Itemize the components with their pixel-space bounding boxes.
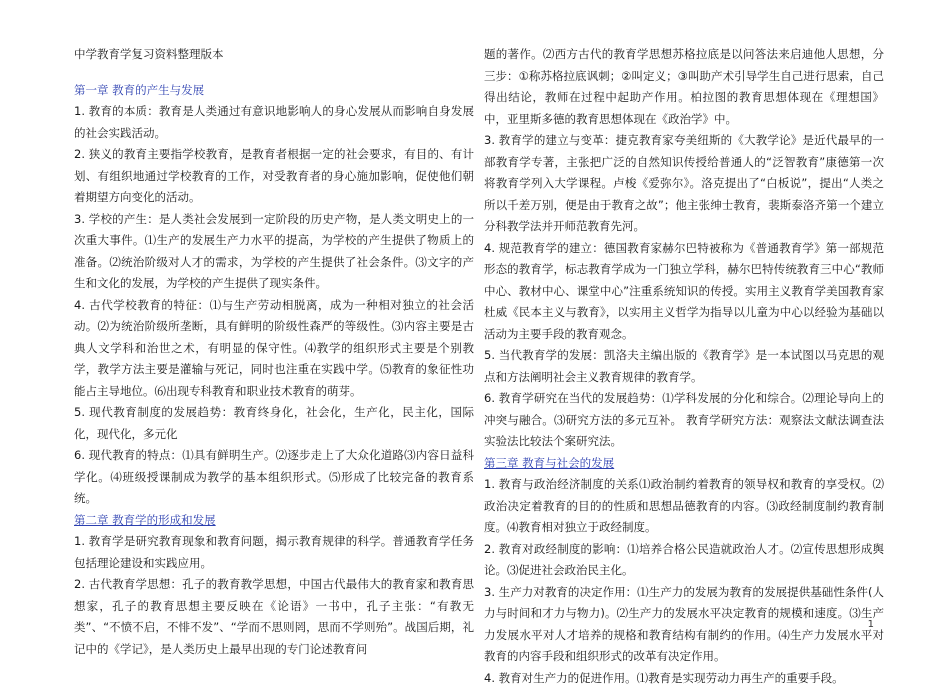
chapter-heading: 第一章 教育的产生与发展 <box>74 80 474 102</box>
document-title: 中学教育学复习资料整理版本 <box>74 44 474 66</box>
paragraph: 1. 教育的本质：教育是人类通过有意识地影响人的身心发展从而影响自身发展的社会实践活动。 <box>74 101 474 144</box>
right-column <box>484 44 884 689</box>
paragraph: 1. 教育与政治经济制度的关系⑴政治制约着教育的领导权和教育的享受权。⑵政治决定着教育的目的的性质和思想品德教育的内容。⑶政经制度制约教育制度。⑷教育相对独立于政经制度。 <box>484 474 884 539</box>
paragraph: 3. 学校的产生：是人类社会发展到一定阶段的历史产物，是人类文明史上的一次重大事件。⑴生产的发展生产力水平的提高，为学校的产生提供了物质上的准备。⑵统治阶级对人才的需求，为学校的产生提供了社会条件。⑶文字的产生和文化的发展，为学校的产生提供了现实条件。 <box>74 209 474 295</box>
paragraph: 5. 现代教育制度的发展趋势：教育终身化，社会化，生产化，民主化，国际化，现代化，多元化 <box>74 402 474 445</box>
paragraph: 6. 教育学研究在当代的发展趋势：⑴学科发展的分化和综合。⑵理论导向上的冲突与融合。⑶研究方法的多元互补。 教育学研究方法：观察法文献法调查法实验法比较法个案研究法。 <box>484 388 884 453</box>
paragraph: 1. 教育学是研究教育现象和教育问题，揭示教育规律的科学。普通教育学任务包括理论建设和实践应用。 <box>74 531 474 574</box>
paragraph: 2. 教育对政经制度的影响：⑴培养合格公民造就政治人才。⑵宣传思想形成舆论。⑶促进社会政治民主化。 <box>484 539 884 582</box>
paragraph: 2. 古代教育学思想：孔子的教育教学思想，中国古代最伟大的教育家和教育思想家，孔子的教育思想主要反映在《论语》一书中，孔子主张：“有教无类”、“不愤不启，不悱不发”、“学而不思则罔，思而不学则殆”。战国后期，礼记中的《学记》，是人类历史上最早出现的专门论述教育问 <box>74 574 474 660</box>
paragraph: 4. 古代学校教育的特征：⑴与生产劳动相脱离，成为一种相对独立的社会活动。⑵为统治阶级所垄断，具有鲜明的阶级性森严的等级性。⑶内容主要是古典人文学科和治世之术，有明显的保守性。⑷教学的组织形式主要是个别教学，教学方法主要是灌输与死记，同时也注重在实践中学。⑸教育的象征性功能占主导地位。⑹出现专科教育和职业技术教育的萌芽。 <box>74 295 474 403</box>
left-column <box>74 44 474 660</box>
paragraph: 2. 狭义的教育主要指学校教育，是教育者根据一定的社会要求，有目的、有计划、有组织地通过学校教育的工作，对受教育者的身心施加影响，促使他们朝着期望方向变化的活动。 <box>74 144 474 209</box>
paragraph: 5. 当代教育学的发展：凯洛夫主编出版的《教育学》是一本试图以马克思的观点和方法阐明社会主义教育规律的教育学。 <box>484 345 884 388</box>
paragraph: 6. 现代教育的特点：⑴具有鲜明生产。⑵逐步走上了大众化道路⑶内容日益科学化。⑷班级授课制成为教学的基本组织形式。⑸形成了比较完备的教育系统。 <box>74 445 474 510</box>
paragraph: 4. 教育对生产力的促进作用。⑴教育是实现劳动力再生产的重要手段。 <box>484 668 884 689</box>
left-column-content <box>74 80 474 661</box>
paragraph: 3. 生产力对教育的决定作用：⑴生产力的发展为教育的发展提供基础性条件(人力与时间和才力与物力)。⑵生产力的发展水平决定教育的规模和速度。⑶生产力发展水平对人才培养的规格和教育结构有制约的作用。⑷生产力发展水平对教育的内容手段和组织形式的改革有决定作用。 <box>484 582 884 668</box>
paragraph: 题的著作。⑵西方古代的教育学思想苏格拉底是以问答法来启迪他人思想，分三步：①称苏格拉底讽刺；②叫定义；③叫助产术引导学生自己进行思索，自己得出结论，教师在过程中起助产作用。柏拉图的教育思想体现在《理想国》中，亚里斯多德的教育思想体现在《政治学》中。 <box>484 44 884 130</box>
right-column-content <box>484 44 884 689</box>
page-number: 1 <box>868 619 874 630</box>
paragraph: 4. 规范教育学的建立：德国教育家赫尔巴特被称为《普通教育学》第一部规范形态的教育学，标志教育学成为一门独立学科，赫尔巴特传统教育三中心“教师中心、教材中心、课堂中心”注重系统知识的传授。实用主义教育学美国教育家杜威《民本主义与教育》，以实用主义哲学为指导以儿童为中心以经验为基础以活动为主要手段的教育观念。 <box>484 238 884 346</box>
paragraph: 3. 教育学的建立与变革：捷克教育家夸美纽斯的《大教学论》是近代最早的一部教育学专著，主张把广泛的自然知识传授给普通人的“泛智教育”康德第一次将教育学列入大学课程。卢梭《爱弥尔》。洛克提出了“白板说”，提出“人类之所以千差万别，便是由于教育之故”；他主张绅士教育，裴斯泰洛齐第一个建立分科教学法并开师范教育先河。 <box>484 130 884 238</box>
chapter-heading: 第三章 教育与社会的发展 <box>484 453 884 475</box>
chapter-heading: 第二章 教育学的形成和发展 <box>74 510 474 532</box>
